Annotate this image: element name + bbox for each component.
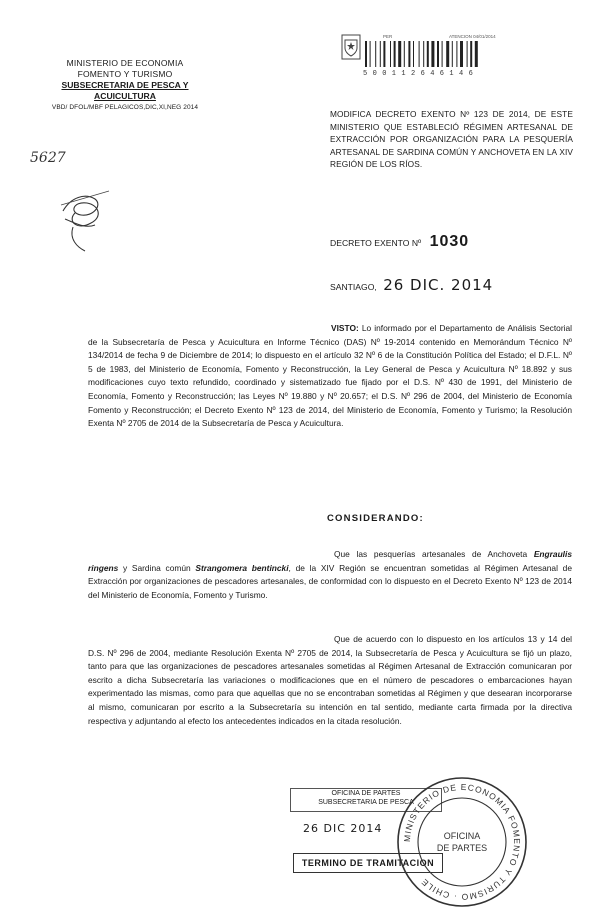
ministry-name: MINISTERIO DE ECONOMIA [66, 58, 184, 68]
species-sardina: Strangomera bentincki [195, 562, 289, 573]
coat-of-arms-icon [341, 34, 361, 60]
decree-number-line [330, 233, 469, 251]
tramitacion-stamp: TERMINO DE TRAMITACION [293, 853, 443, 873]
c1-text-c: , de la XIV Región se encuentran sometidas al Régimen Artesanal de Extracción por organizaciones de pescadores artesanales, de conformidad con lo dispuesto en el Decreto Exento Nº 123 de 2014 del Ministerio de Economía, Fomento y Turismo. [88, 562, 572, 600]
stamp-label-right: ATENCION 04/01/2014 [449, 34, 496, 39]
decree-date-line [330, 276, 493, 294]
considerando-paragraph-2: Que de acuerdo con lo dispuesto en los artículos 13 y 14 del D.S. Nº 296 de 2004, mediante Resolución Exenta Nº 2705 de 2014, la Subsecretaría de Pesca y Acuicultura se fijó un plazo, tanto para que las organizaciones de pescadores artesanales sometidas al Régimen Artesanal de Extracción comunicaran por escrito a dicha Subsecretaría las variaciones o modificaciones que en el número de pescadores o embarcaciones hayan experimentado las mismas, como para que aquellas que no se encontraban sometidas al Régimen y que desearan incorporarse al mismo, comunicaran por escrito a la Subsecretaría su intención en tal sentido, mediante carta firmada por la directiva respectiva y adjuntando al efecto los antecedentes indicados en la citada resolución. [88, 634, 572, 726]
decree-label: DECRETO EXENTO Nº [330, 238, 422, 248]
seal-center-1: OFICINA [443, 831, 481, 841]
seal-center-2: DE PARTES [436, 843, 488, 853]
svg-text:MINISTERIO DE ECONOMIA FOMENTO [402, 782, 522, 902]
reception-stamp [337, 30, 502, 82]
handwritten-signature-icon [55, 183, 115, 258]
barcode-icon [365, 41, 499, 69]
decree-title: MODIFICA DECRETO EXENTO Nº 123 DE 2014, DE ESTE MINISTERIO QUE ESTABLECIÓ RÉGIMEN ARTESANAL DE EXTRACCIÓN POR ORGANIZACIÓN PARA LA PESQUERÍA ARTESANAL DE SARDINA COMÚN Y ANCHOVETA EN LA XIV REGIÓN DE LOS RÍOS. [330, 109, 573, 170]
received-date-stamp: 26 DIC 2014 [303, 822, 383, 835]
subsecretaria-name: SUBSECRETARIA DE PESCA Y ACUICULTURA [61, 80, 189, 101]
ministry-header [30, 58, 220, 113]
reference-code: VBD/ DFOL/MBF PELAGICOS,DIC,XI,NEG 2014 [51, 104, 199, 111]
decree-date: 26 DIC. 2014 [383, 276, 494, 294]
considerando-paragraph-1 [88, 548, 572, 602]
decree-place: SANTIAGO, [330, 282, 377, 292]
c1-text-a: Que las pesquerías artesanales de Anchoveta [334, 549, 534, 559]
considerando-heading: CONSIDERANDO: [327, 513, 424, 524]
visto-text: Lo informado por el Departamento de Análisis Sectorial de la Subsecretaría de Pesca y Acuicultura en Informe Técnico (DAS) Nº 19-2014 contenido en Memorándum Técnico Nº 134/2014 de fecha 9 de Diciembre de 2014; lo dispuesto en el artículo 32 Nº 6 de la Constitución Política del Estado; el D.F.L. Nº 5 de 1983, del Ministerio de Economía, Fomento y Reconstrucción, la Ley General de Pesca y Acuicultura Nº 18.892 y sus modificaciones cuyo texto refundido, coordinado y sistematizado fue fijado por el D.S. Nº 430 de 1991, del Ministerio de Economía, Fomento y Reconstrucción; las Leyes Nº 19.880 y Nº 20.657; el D.S. Nº 296 de 2004, del Ministerio de Economía Fomento y Reconstrucción; el Decreto Exento Nº 123 de 2014, del Ministerio de Economía, Fomento y Turismo; la Resolución Exenta Nº 2705 de 2014 de la Subsecretaría de Pesca y Acuicultura. [88, 323, 572, 429]
decree-number: 1030 [429, 233, 470, 250]
handwritten-folio: 5627 [30, 150, 66, 166]
barcode-number: 5 0 0 1 1 2 6 4 6 1 4 6 [363, 70, 474, 78]
ministry-subtitle: FOMENTO Y TURISMO [77, 69, 173, 79]
visto-paragraph [88, 322, 572, 431]
oficina-line-1: OFICINA DE PARTES [331, 790, 401, 797]
stamp-label-left: PER [383, 34, 393, 39]
ministry-seal-icon [393, 773, 531, 911]
c1-text-b: y Sardina común [118, 562, 196, 573]
species-anchoveta: Engraulis ringens [88, 549, 572, 573]
visto-label: VISTO: [331, 323, 359, 333]
oficina-line-2: SUBSECRETARIA DE PESCA [318, 799, 414, 806]
seal-ring-text: MINISTERIO DE ECONOMIA FOMENTO Y TURISMO · CHILE [401, 781, 523, 903]
